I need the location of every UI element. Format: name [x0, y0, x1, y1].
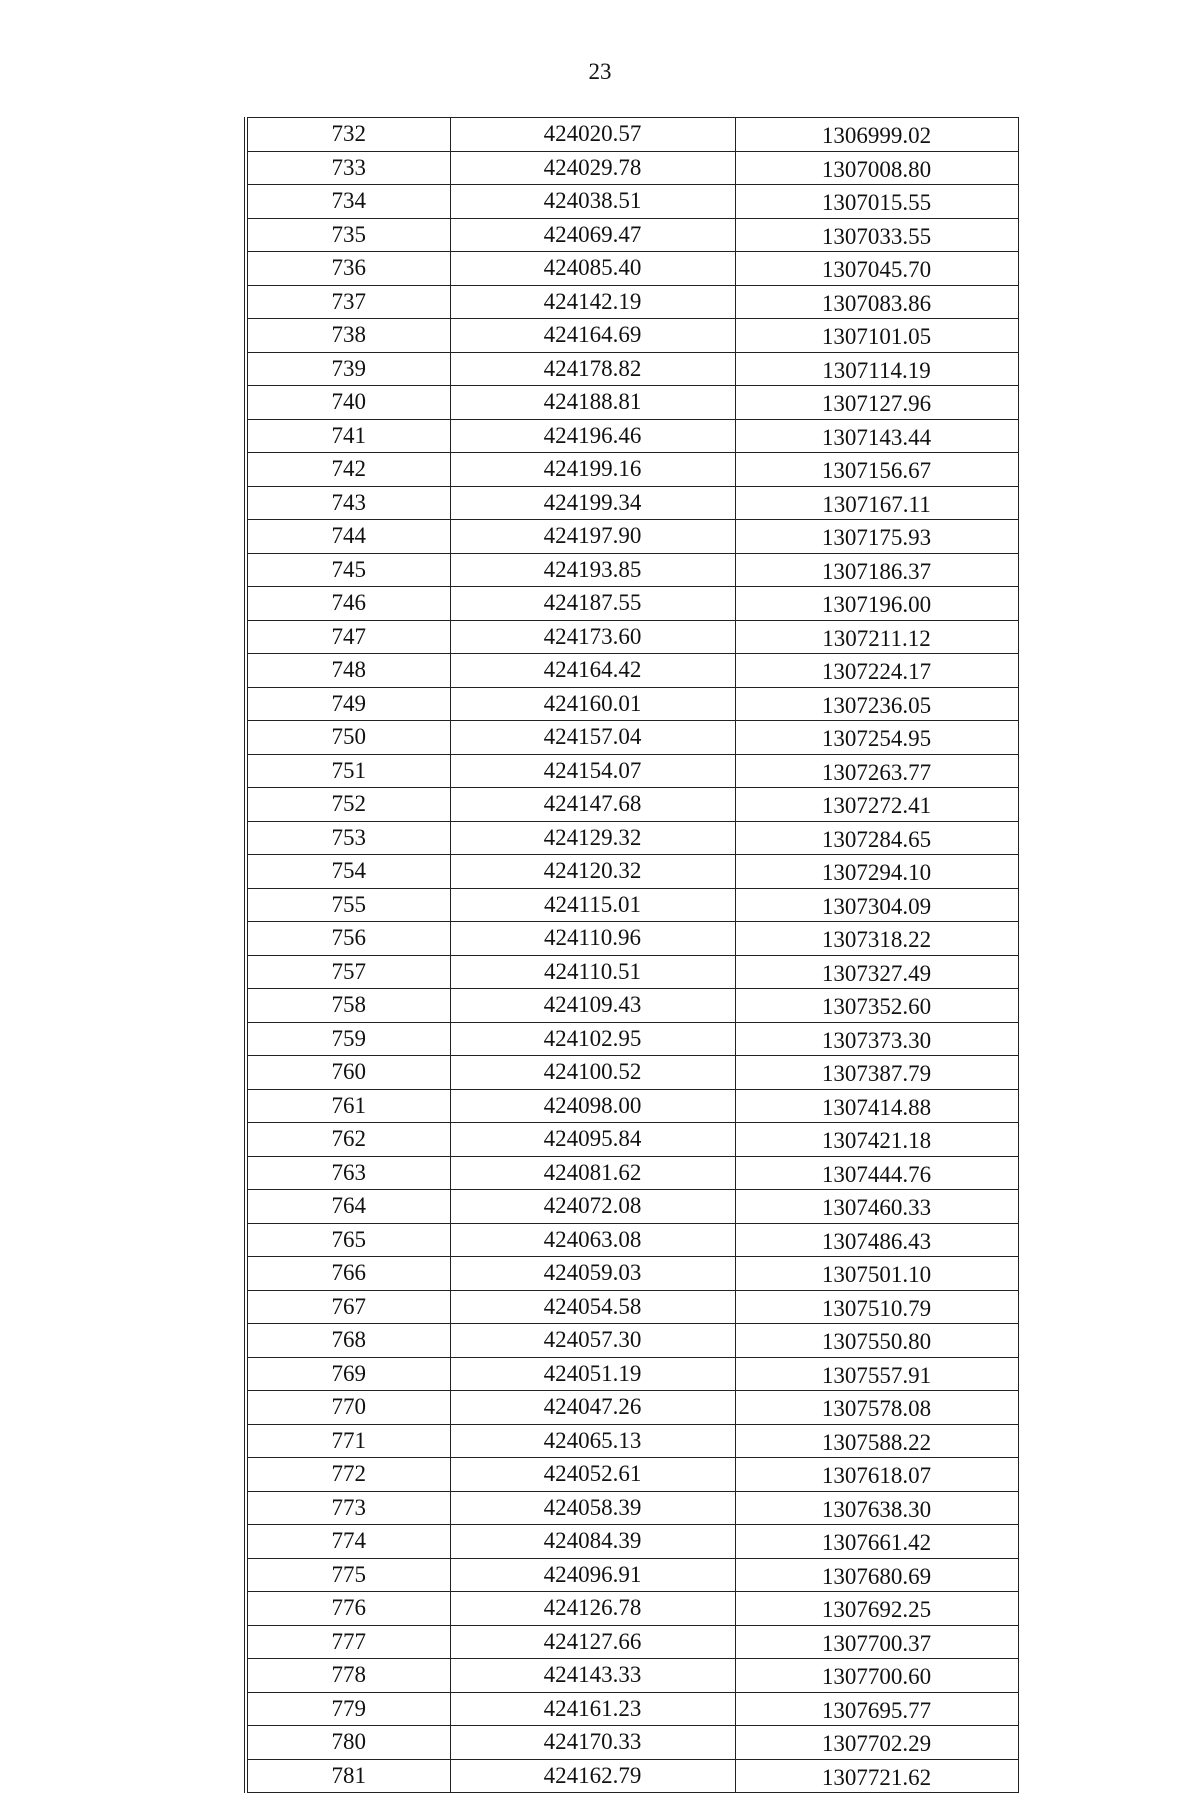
y-coordinate-cell: 1307083.86 [735, 285, 1018, 319]
x-coordinate-cell: 424063.08 [450, 1223, 735, 1257]
y-coordinate-cell: 1307702.29 [735, 1726, 1018, 1760]
x-coordinate-cell: 424098.00 [450, 1089, 735, 1123]
table-row [246, 1625, 1018, 1659]
table-row [246, 587, 1018, 621]
y-coordinate-cell: 1307143.44 [735, 419, 1018, 453]
table-row [246, 386, 1018, 420]
y-coordinate-cell: 1307550.80 [735, 1324, 1018, 1358]
point-number-cell: 773 [246, 1491, 450, 1525]
point-number-cell: 749 [246, 687, 450, 721]
x-coordinate-cell: 424059.03 [450, 1257, 735, 1291]
x-coordinate-cell: 424129.32 [450, 821, 735, 855]
point-number-cell: 772 [246, 1458, 450, 1492]
table-row [246, 151, 1018, 185]
x-coordinate-cell: 424161.23 [450, 1692, 735, 1726]
table-row [246, 1759, 1018, 1793]
x-coordinate-cell: 424197.90 [450, 520, 735, 554]
y-coordinate-cell: 1307304.09 [735, 888, 1018, 922]
y-coordinate-cell: 1307008.80 [735, 151, 1018, 185]
table-row [246, 419, 1018, 453]
point-number-cell: 751 [246, 754, 450, 788]
point-number-cell: 732 [246, 118, 450, 152]
y-coordinate-cell: 1307510.79 [735, 1290, 1018, 1324]
y-coordinate-cell: 1307501.10 [735, 1257, 1018, 1291]
x-coordinate-cell: 424095.84 [450, 1123, 735, 1157]
point-number-cell: 755 [246, 888, 450, 922]
table-row [246, 1458, 1018, 1492]
table-row [246, 1558, 1018, 1592]
page-number: 23 [588, 59, 612, 84]
x-coordinate-cell: 424199.16 [450, 453, 735, 487]
x-coordinate-cell: 424187.55 [450, 587, 735, 621]
table-row [246, 1056, 1018, 1090]
x-coordinate-cell: 424102.95 [450, 1022, 735, 1056]
table-row [246, 1592, 1018, 1626]
point-number-cell: 739 [246, 352, 450, 386]
point-number-cell: 745 [246, 553, 450, 587]
point-number-cell: 777 [246, 1625, 450, 1659]
table-row [246, 1391, 1018, 1425]
point-number-cell: 737 [246, 285, 450, 319]
y-coordinate-cell: 1307373.30 [735, 1022, 1018, 1056]
point-number-cell: 733 [246, 151, 450, 185]
point-number-cell: 740 [246, 386, 450, 420]
y-coordinate-cell: 1307156.67 [735, 453, 1018, 487]
table-row [246, 1190, 1018, 1224]
table-row [246, 352, 1018, 386]
x-coordinate-cell: 424072.08 [450, 1190, 735, 1224]
point-number-cell: 743 [246, 486, 450, 520]
y-coordinate-cell: 1307045.70 [735, 252, 1018, 286]
table-row [246, 855, 1018, 889]
y-coordinate-cell: 1307114.19 [735, 352, 1018, 386]
y-coordinate-cell: 1307618.07 [735, 1458, 1018, 1492]
x-coordinate-cell: 424096.91 [450, 1558, 735, 1592]
point-number-cell: 769 [246, 1357, 450, 1391]
point-number-cell: 744 [246, 520, 450, 554]
table-row [246, 955, 1018, 989]
point-number-cell: 754 [246, 855, 450, 889]
x-coordinate-cell: 424052.61 [450, 1458, 735, 1492]
y-coordinate-cell: 1307421.18 [735, 1123, 1018, 1157]
y-coordinate-cell: 1307352.60 [735, 989, 1018, 1023]
point-number-cell: 742 [246, 453, 450, 487]
table-row [246, 1692, 1018, 1726]
x-coordinate-cell: 424193.85 [450, 553, 735, 587]
x-coordinate-cell: 424051.19 [450, 1357, 735, 1391]
point-number-cell: 748 [246, 654, 450, 688]
table-row [246, 1726, 1018, 1760]
y-coordinate-cell: 1307294.10 [735, 855, 1018, 889]
table-row [246, 1290, 1018, 1324]
point-number-cell: 781 [246, 1759, 450, 1793]
x-coordinate-cell: 424038.51 [450, 185, 735, 219]
table-row [246, 1123, 1018, 1157]
x-coordinate-cell: 424029.78 [450, 151, 735, 185]
x-coordinate-cell: 424154.07 [450, 754, 735, 788]
x-coordinate-cell: 424057.30 [450, 1324, 735, 1358]
x-coordinate-cell: 424085.40 [450, 252, 735, 286]
table-row [246, 1223, 1018, 1257]
x-coordinate-cell: 424173.60 [450, 620, 735, 654]
y-coordinate-cell: 1307186.37 [735, 553, 1018, 587]
y-coordinate-cell: 1307127.96 [735, 386, 1018, 420]
y-coordinate-cell: 1307486.43 [735, 1223, 1018, 1257]
y-coordinate-cell: 1307700.37 [735, 1625, 1018, 1659]
point-number-cell: 736 [246, 252, 450, 286]
y-coordinate-cell: 1307254.95 [735, 721, 1018, 755]
point-number-cell: 780 [246, 1726, 450, 1760]
y-coordinate-cell: 1307557.91 [735, 1357, 1018, 1391]
y-coordinate-cell: 1307284.65 [735, 821, 1018, 855]
x-coordinate-cell: 424196.46 [450, 419, 735, 453]
x-coordinate-cell: 424020.57 [450, 118, 735, 152]
point-number-cell: 757 [246, 955, 450, 989]
x-coordinate-cell: 424157.04 [450, 721, 735, 755]
y-coordinate-cell: 1307236.05 [735, 687, 1018, 721]
y-coordinate-cell: 1307588.22 [735, 1424, 1018, 1458]
x-coordinate-cell: 424164.69 [450, 319, 735, 353]
x-coordinate-cell: 424142.19 [450, 285, 735, 319]
table-row [246, 888, 1018, 922]
table-row [246, 922, 1018, 956]
x-coordinate-cell: 424065.13 [450, 1424, 735, 1458]
table-row [246, 486, 1018, 520]
y-coordinate-cell: 1306999.02 [735, 118, 1018, 152]
y-coordinate-cell: 1307638.30 [735, 1491, 1018, 1525]
x-coordinate-cell: 424110.96 [450, 922, 735, 956]
table-row [246, 1089, 1018, 1123]
point-number-cell: 779 [246, 1692, 450, 1726]
x-coordinate-cell: 424058.39 [450, 1491, 735, 1525]
y-coordinate-cell: 1307318.22 [735, 922, 1018, 956]
y-coordinate-cell: 1307695.77 [735, 1692, 1018, 1726]
point-number-cell: 761 [246, 1089, 450, 1123]
table-row [246, 654, 1018, 688]
table-row [246, 453, 1018, 487]
point-number-cell: 767 [246, 1290, 450, 1324]
x-coordinate-cell: 424081.62 [450, 1156, 735, 1190]
y-coordinate-cell: 1307327.49 [735, 955, 1018, 989]
table-row [246, 989, 1018, 1023]
x-coordinate-cell: 424127.66 [450, 1625, 735, 1659]
x-coordinate-cell: 424100.52 [450, 1056, 735, 1090]
point-number-cell: 746 [246, 587, 450, 621]
x-coordinate-cell: 424188.81 [450, 386, 735, 420]
point-number-cell: 760 [246, 1056, 450, 1090]
y-coordinate-cell: 1307680.69 [735, 1558, 1018, 1592]
y-coordinate-cell: 1307033.55 [735, 218, 1018, 252]
point-number-cell: 734 [246, 185, 450, 219]
x-coordinate-cell: 424199.34 [450, 486, 735, 520]
x-coordinate-cell: 424160.01 [450, 687, 735, 721]
y-coordinate-cell: 1307387.79 [735, 1056, 1018, 1090]
point-number-cell: 758 [246, 989, 450, 1023]
x-coordinate-cell: 424115.01 [450, 888, 735, 922]
x-coordinate-cell: 424143.33 [450, 1659, 735, 1693]
y-coordinate-cell: 1307101.05 [735, 319, 1018, 353]
point-number-cell: 764 [246, 1190, 450, 1224]
x-coordinate-cell: 424164.42 [450, 654, 735, 688]
table-row [246, 1491, 1018, 1525]
table-row [246, 319, 1018, 353]
table-row [246, 218, 1018, 252]
x-coordinate-cell: 424109.43 [450, 989, 735, 1023]
table-row [246, 520, 1018, 554]
point-number-cell: 778 [246, 1659, 450, 1693]
point-number-cell: 741 [246, 419, 450, 453]
x-coordinate-cell: 424126.78 [450, 1592, 735, 1626]
table-row [246, 721, 1018, 755]
point-number-cell: 750 [246, 721, 450, 755]
point-number-cell: 765 [246, 1223, 450, 1257]
table-row [246, 821, 1018, 855]
point-number-cell: 747 [246, 620, 450, 654]
point-number-cell: 768 [246, 1324, 450, 1358]
table-row [246, 118, 1018, 152]
x-coordinate-cell: 424054.58 [450, 1290, 735, 1324]
y-coordinate-cell: 1307661.42 [735, 1525, 1018, 1559]
point-number-cell: 752 [246, 788, 450, 822]
point-number-cell: 759 [246, 1022, 450, 1056]
table-row [246, 1156, 1018, 1190]
x-coordinate-cell: 424069.47 [450, 218, 735, 252]
y-coordinate-cell: 1307721.62 [735, 1759, 1018, 1793]
coordinates-table [244, 117, 1019, 1793]
x-coordinate-cell: 424162.79 [450, 1759, 735, 1793]
x-coordinate-cell: 424147.68 [450, 788, 735, 822]
table-row [246, 1659, 1018, 1693]
x-coordinate-cell: 424120.32 [450, 855, 735, 889]
point-number-cell: 775 [246, 1558, 450, 1592]
point-number-cell: 771 [246, 1424, 450, 1458]
table-row [246, 553, 1018, 587]
x-coordinate-cell: 424110.51 [450, 955, 735, 989]
x-coordinate-cell: 424084.39 [450, 1525, 735, 1559]
point-number-cell: 766 [246, 1257, 450, 1291]
y-coordinate-cell: 1307692.25 [735, 1592, 1018, 1626]
table-row [246, 1357, 1018, 1391]
table-row [246, 754, 1018, 788]
point-number-cell: 735 [246, 218, 450, 252]
point-number-cell: 776 [246, 1592, 450, 1626]
table-row [246, 252, 1018, 286]
table-row [246, 788, 1018, 822]
y-coordinate-cell: 1307211.12 [735, 620, 1018, 654]
y-coordinate-cell: 1307444.76 [735, 1156, 1018, 1190]
y-coordinate-cell: 1307175.93 [735, 520, 1018, 554]
point-number-cell: 753 [246, 821, 450, 855]
table-row [246, 1324, 1018, 1358]
point-number-cell: 762 [246, 1123, 450, 1157]
table-row [246, 1022, 1018, 1056]
point-number-cell: 774 [246, 1525, 450, 1559]
y-coordinate-cell: 1307263.77 [735, 754, 1018, 788]
y-coordinate-cell: 1307578.08 [735, 1391, 1018, 1425]
y-coordinate-cell: 1307414.88 [735, 1089, 1018, 1123]
y-coordinate-cell: 1307196.00 [735, 587, 1018, 621]
y-coordinate-cell: 1307224.17 [735, 654, 1018, 688]
y-coordinate-cell: 1307700.60 [735, 1659, 1018, 1693]
table-row [246, 1257, 1018, 1291]
y-coordinate-cell: 1307272.41 [735, 788, 1018, 822]
x-coordinate-cell: 424047.26 [450, 1391, 735, 1425]
point-number-cell: 770 [246, 1391, 450, 1425]
x-coordinate-cell: 424178.82 [450, 352, 735, 386]
x-coordinate-cell: 424170.33 [450, 1726, 735, 1760]
table-row [246, 620, 1018, 654]
point-number-cell: 756 [246, 922, 450, 956]
y-coordinate-cell: 1307460.33 [735, 1190, 1018, 1224]
table-row [246, 185, 1018, 219]
y-coordinate-cell: 1307015.55 [735, 185, 1018, 219]
table-row [246, 1525, 1018, 1559]
point-number-cell: 738 [246, 319, 450, 353]
table-row [246, 285, 1018, 319]
y-coordinate-cell: 1307167.11 [735, 486, 1018, 520]
table-row [246, 1424, 1018, 1458]
point-number-cell: 763 [246, 1156, 450, 1190]
coordinates-table-body [246, 118, 1018, 1793]
table-row [246, 687, 1018, 721]
